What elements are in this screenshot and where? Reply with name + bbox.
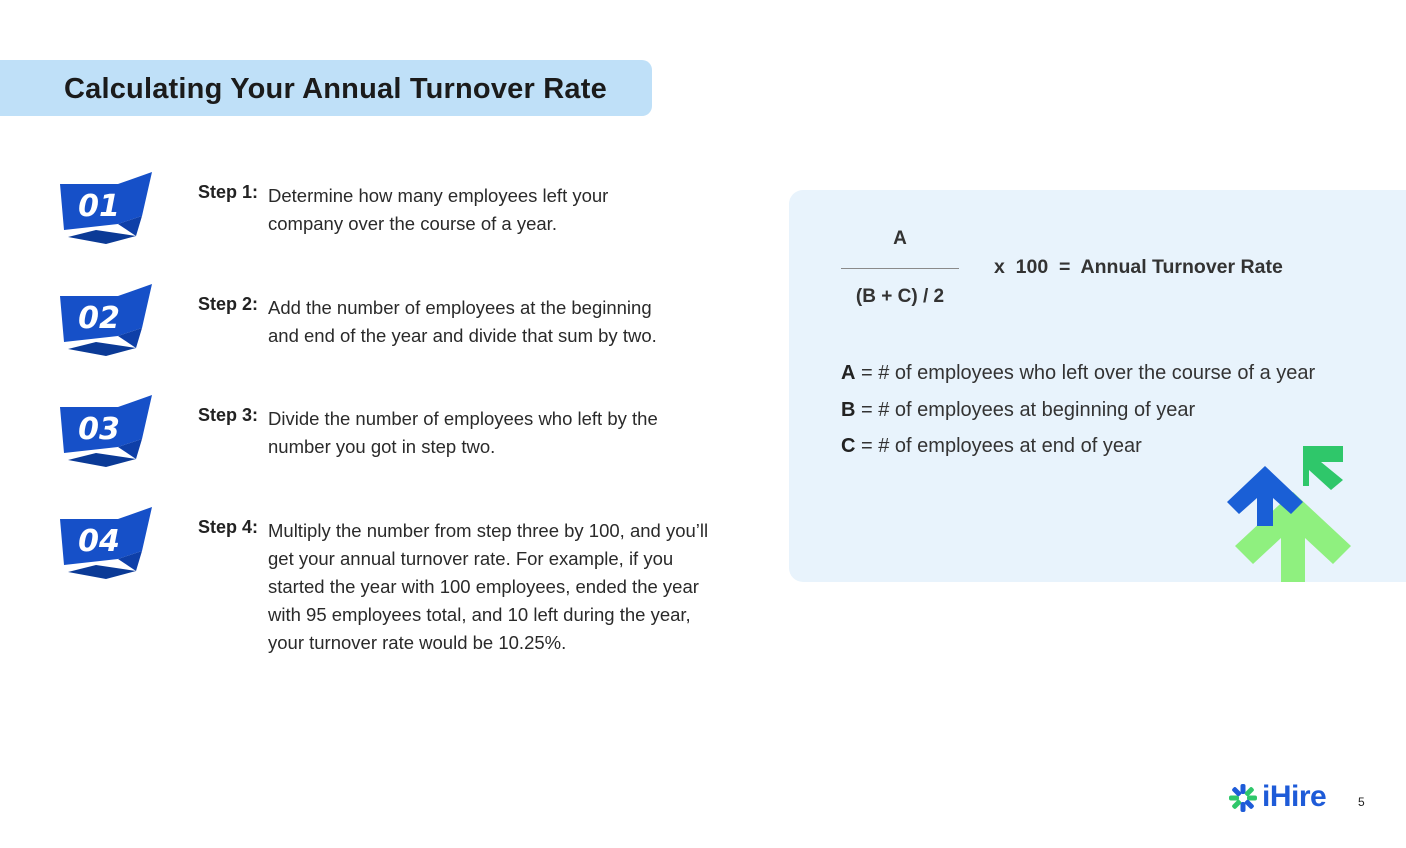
legend-key: B [841, 399, 856, 421]
legend-key: C [841, 435, 856, 457]
step-label: Step 4: [198, 517, 259, 537]
title-banner [0, 60, 652, 116]
formula-numerator: A [893, 228, 907, 249]
step-badge-number: 02 [78, 301, 120, 336]
formula-panel [789, 190, 1406, 582]
step-label: Step 3: [198, 405, 259, 425]
step-badge-number: 01 [78, 189, 120, 224]
step-badge-number: 04 [78, 524, 120, 559]
formula-denominator: (B + C) / 2 [855, 286, 945, 307]
step-badge-icon [58, 284, 168, 364]
fraction-line [841, 268, 959, 269]
legend-item-a [841, 362, 1315, 385]
step-label: Step 1: [198, 182, 259, 202]
legend-key: A [841, 362, 856, 384]
step-badge-number: 03 [78, 412, 120, 447]
step-badge-icon [58, 395, 168, 475]
legend-text: = # of employees at beginning of year [855, 399, 1196, 421]
step-text: Determine how many employees left your company over the course of a year. [268, 185, 609, 234]
step-label: Step 2: [198, 294, 259, 314]
ihire-star-icon [1228, 783, 1258, 813]
logo-text: iHire [1262, 780, 1327, 813]
legend-item-c [841, 435, 1142, 458]
step-badge-icon [58, 507, 168, 587]
growth-arrows-icon [1221, 442, 1391, 582]
step-badge-icon [58, 172, 168, 252]
formula-result: x 100 = Annual Turnover Rate [994, 256, 1283, 278]
step-text: Add the number of employees at the beginning and end of the year and divide that sum by two. [268, 297, 657, 346]
page-title: Calculating Your Annual Turnover Rate [64, 73, 607, 105]
step-text: Divide the number of employees who left by the number you got in step two. [268, 408, 658, 457]
legend-text: = # of employees who left over the course of a year [855, 362, 1316, 384]
legend-item-b [841, 399, 1195, 422]
ihire-logo [1228, 779, 1338, 815]
page-number: 5 [1358, 795, 1365, 809]
legend-text: = # of employees at end of year [855, 435, 1142, 457]
step-text: Multiply the number from step three by 100, and you’ll get your annual turnover rate. For example, if you started the year with 100 employees, ended the year with 95 employees total, and 10 left during the year, your turnover rate would be 10.25%. [268, 520, 709, 653]
